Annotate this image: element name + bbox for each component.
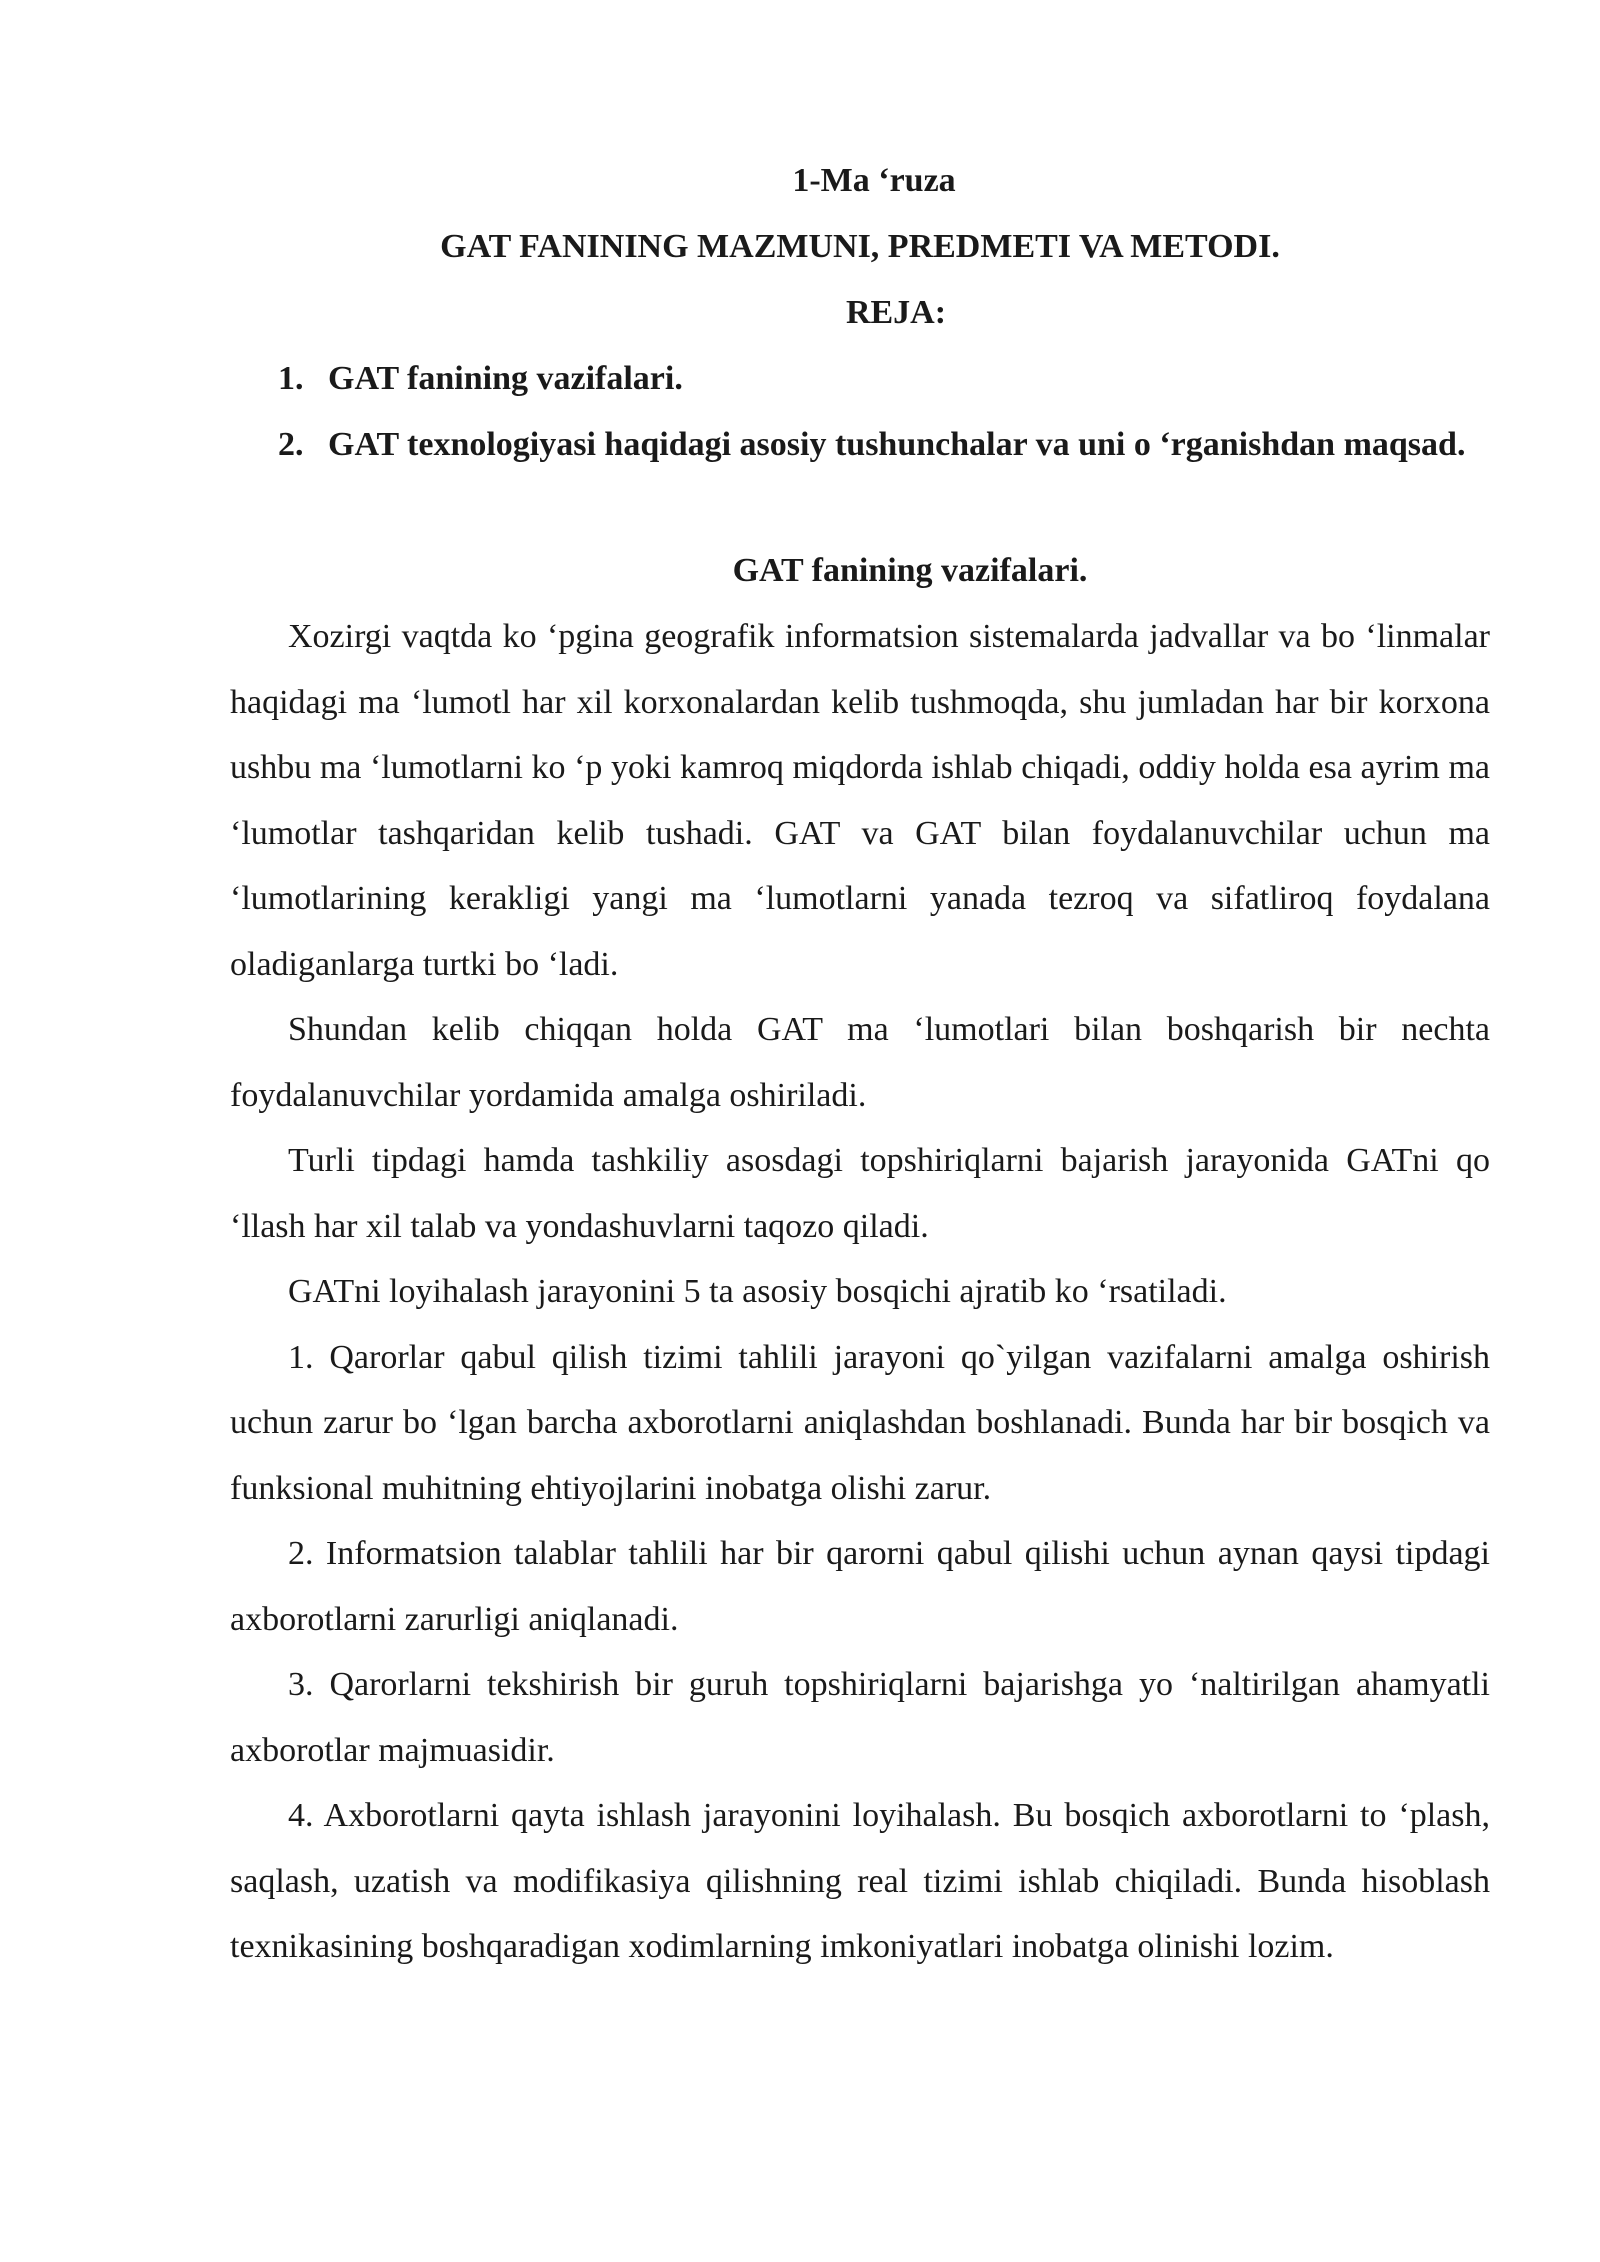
plan-item — [230, 412, 1490, 478]
plan-item-number: 1. — [278, 360, 304, 397]
plan-item-text: GAT texnologiyasi haqidagi asosiy tushunchalar va uni o ‘rganishdan maqsad. — [328, 426, 1466, 463]
paragraph: 3. Qarorlarni tekshirish bir guruh topshiriqlarni bajarishga yo ‘naltirilgan ahamyatli axborotlar majmuasidir. — [230, 1666, 1490, 1769]
paragraph: Shundan kelib chiqqan holda GAT ma ‘lumotlari bilan boshqarish bir nechta foydalanuvchilar yordamida amalga oshiriladi. — [230, 1011, 1490, 1114]
plan-list — [230, 346, 1490, 478]
plan-item-number: 2. — [278, 426, 304, 463]
paragraph: 1. Qarorlar qabul qilish tizimi tahlili jarayoni qo`yilgan vazifalarni amalga oshirish uchun zarur bo ‘lgan barcha axborotlarni aniqlashdan boshlanadi. Bunda har bir bosqich va funksional muhitning ehtiyojlarini inobatga olishi zarur. — [230, 1338, 1490, 1507]
lecture-number: 1-Ma ‘ruza — [792, 162, 956, 199]
section-heading: GAT fanining vazifalari. — [732, 552, 1088, 589]
document-title: GAT FANINING MAZMUNI, PREDMETI VA METODI. — [440, 228, 1280, 265]
plan-item-text: GAT fanining vazifalari. — [328, 360, 683, 397]
paragraph: 2. Informatsion talablar tahlili har bir qarorni qabul qilishi uchun aynan qaysi tipdagi axborotlarni zarurligi aniqlanadi. — [230, 1535, 1490, 1638]
paragraph: Turli tipdagi hamda tashkiliy asosdagi topshiriqlarni bajarish jarayonida GATni qo ‘llash har xil talab va yondashuvlarni taqozo qiladi. — [230, 1142, 1490, 1245]
plan-item — [230, 346, 1490, 412]
paragraph: GATni loyihalash jarayonini 5 ta asosiy bosqichi ajratib ko ‘rsatiladi. — [288, 1273, 1227, 1310]
plan-label: REJA: — [845, 294, 947, 331]
paragraph: Xozirgi vaqtda ko ‘pgina geografik informatsion sistemalarda jadvallar va bo ‘linmalar haqidagi ma ‘lumotl har xil korxonalardan kelib tushmoqda, shu jumladan har bir korxona ushbu ma ‘lumotlarni ko ‘p yoki kamroq miqdorda ishlab chiqadi, oddiy holda esa ayrim ma ‘lumotlar tashqaridan kelib tushadi. GAT va GAT bilan foydalanuvchilar uchun ma ‘lumotlarining kerakligi yangi ma ‘lumotlarni yanada tezroq va sifatliroq foydalana oladiganlarga turtki bo ‘ladi. — [230, 618, 1490, 983]
document-page — [230, 148, 1490, 1980]
paragraph: 4. Axborotlarni qayta ishlash jarayonini loyihalash. Bu bosqich axborotlarni to ‘plash, saqlash, uzatish va modifikasiya qilishning real tizimi ishlab chiqiladi. Bunda hisoblash texnikasining boshqaradigan xodimlarning imkoniyatlari inobatga olinishi lozim. — [230, 1797, 1490, 1965]
